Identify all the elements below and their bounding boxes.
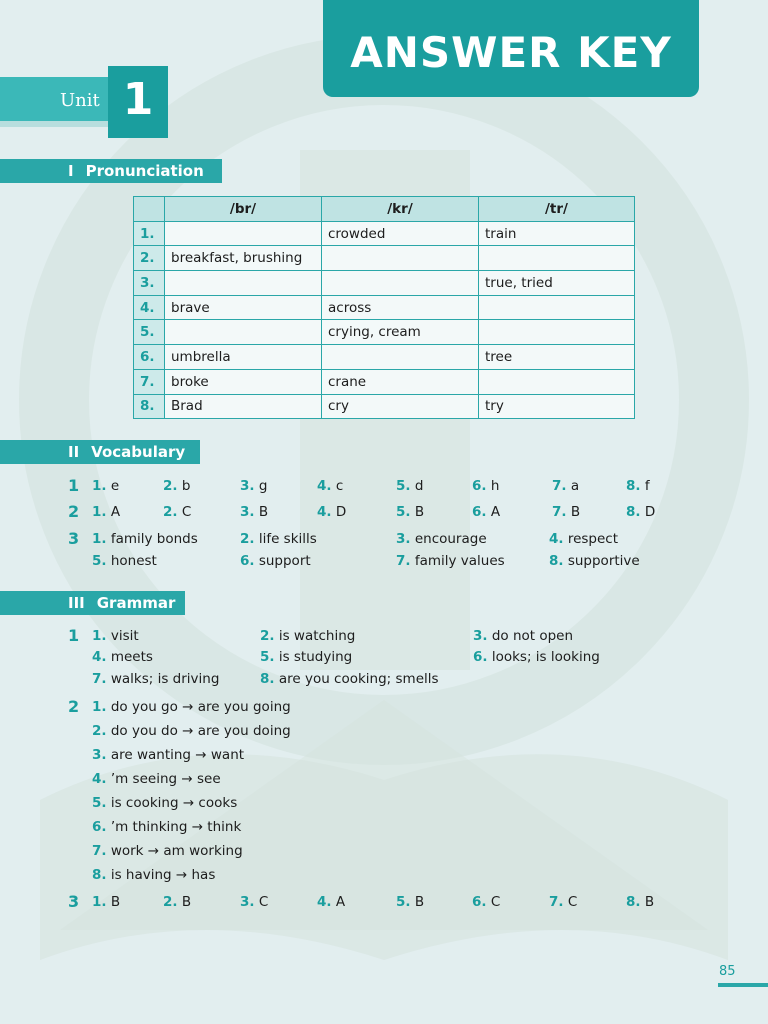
cell-br: umbrella — [165, 345, 322, 370]
cell-kr — [322, 246, 479, 271]
answer-item: 6. C — [472, 894, 501, 910]
answer-item: 3. g — [240, 478, 268, 494]
cell-br: breakfast, brushing — [165, 246, 322, 271]
cell-tr: try — [479, 394, 635, 419]
answer-item: 2. do you do → are you doing — [92, 723, 291, 739]
table-row — [134, 345, 635, 370]
table-row — [134, 295, 635, 320]
page-number-underline — [718, 983, 768, 987]
cell-kr — [322, 271, 479, 296]
answer-item: 7. a — [552, 478, 580, 494]
cell-kr: crane — [322, 369, 479, 394]
table-header-br: /br/ — [165, 197, 322, 222]
answer-item: 4. respect — [549, 531, 619, 547]
table-row — [134, 369, 635, 394]
answer-item: 5. is studying — [260, 649, 353, 665]
answer-item: 1. family bonds — [92, 531, 198, 547]
answer-item: 5. B — [396, 504, 425, 520]
answer-item: 1. A — [92, 504, 121, 520]
answer-item: 6. support — [240, 553, 311, 569]
answer-item: 7. walks; is driving — [92, 671, 220, 687]
answer-item: 4. ’m seeing → see — [92, 771, 221, 787]
table-row — [134, 271, 635, 296]
answer-item: 2. b — [163, 478, 191, 494]
table-row — [134, 320, 635, 345]
answer-item: 8. D — [626, 504, 656, 520]
answer-item: 4. c — [317, 478, 344, 494]
answer-item: 8. supportive — [549, 553, 640, 569]
answer-item: 8. B — [626, 894, 655, 910]
row-number: 3. — [134, 271, 165, 296]
table-header-tr: /tr/ — [479, 197, 635, 222]
answer-item: 3. do not open — [473, 628, 574, 644]
cell-br: broke — [165, 369, 322, 394]
row-number: 8. — [134, 394, 165, 419]
answer-item: 1. visit — [92, 628, 139, 644]
section-roman: I — [68, 162, 74, 180]
answer-item: 8. is having → has — [92, 867, 216, 883]
answer-item: 4. D — [317, 504, 347, 520]
row-number: 1. — [134, 221, 165, 246]
section-grammar-header — [0, 591, 185, 615]
row-number: 7. — [134, 369, 165, 394]
cell-tr — [479, 369, 635, 394]
answer-item: 8. f — [626, 478, 650, 494]
cell-kr: across — [322, 295, 479, 320]
answer-item: 2. C — [163, 504, 192, 520]
answer-key-banner — [323, 0, 699, 97]
cell-kr: crying, cream — [322, 320, 479, 345]
unit-label: Unit — [60, 90, 100, 111]
table-row — [134, 221, 635, 246]
page-title: ANSWER KEY — [350, 28, 672, 77]
section-title: Grammar — [96, 594, 176, 612]
answer-item: 2. B — [163, 894, 192, 910]
answer-item: 6. A — [472, 504, 501, 520]
cell-tr — [479, 320, 635, 345]
answer-item: 7. B — [552, 504, 581, 520]
cell-br: brave — [165, 295, 322, 320]
question-number: 1 — [68, 476, 80, 495]
section-pronunciation-header — [0, 159, 222, 183]
answer-item: 6. h — [472, 478, 500, 494]
answer-item: 6. looks; is looking — [473, 649, 600, 665]
cell-br — [165, 221, 322, 246]
pronunciation-table — [133, 196, 635, 419]
answer-item: 8. are you cooking; smells — [260, 671, 439, 687]
cell-tr: true, tried — [479, 271, 635, 296]
answer-item: 7. work → am working — [92, 843, 243, 859]
cell-tr — [479, 246, 635, 271]
answer-item: 3. B — [240, 504, 269, 520]
section-title: Pronunciation — [85, 162, 204, 180]
answer-item: 1. B — [92, 894, 121, 910]
section-title: Vocabulary — [91, 443, 186, 461]
table-header-blank — [134, 197, 165, 222]
answer-item: 7. C — [549, 894, 578, 910]
answer-item: 2. is watching — [260, 628, 356, 644]
row-number: 5. — [134, 320, 165, 345]
answer-item: 1. e — [92, 478, 120, 494]
cell-tr — [479, 295, 635, 320]
answer-item: 4. meets — [92, 649, 153, 665]
answer-item: 7. family values — [396, 553, 505, 569]
unit-number: 1 — [122, 74, 154, 125]
section-roman: II — [68, 443, 80, 461]
row-number: 6. — [134, 345, 165, 370]
answer-item: 6. ’m thinking → think — [92, 819, 242, 835]
section-vocabulary-header — [0, 440, 200, 464]
cell-tr: tree — [479, 345, 635, 370]
answer-item: 3. C — [240, 894, 269, 910]
answer-item: 3. are wanting → want — [92, 747, 245, 763]
question-number: 3 — [68, 892, 80, 911]
answer-item: 5. d — [396, 478, 424, 494]
cell-kr — [322, 345, 479, 370]
table-row — [134, 246, 635, 271]
cell-br: Brad — [165, 394, 322, 419]
answer-item: 4. A — [317, 894, 346, 910]
cell-kr: cry — [322, 394, 479, 419]
answer-item: 3. encourage — [396, 531, 487, 547]
row-number: 2. — [134, 246, 165, 271]
answer-item: 5. B — [396, 894, 425, 910]
question-number: 2 — [68, 697, 80, 716]
table-header-row — [134, 197, 635, 222]
answer-item: 5. is cooking → cooks — [92, 795, 238, 811]
table-row — [134, 394, 635, 419]
cell-tr: train — [479, 221, 635, 246]
cell-br — [165, 320, 322, 345]
question-number: 3 — [68, 529, 80, 548]
table-header-kr: /kr/ — [322, 197, 479, 222]
cell-kr: crowded — [322, 221, 479, 246]
question-number: 1 — [68, 626, 80, 645]
row-number: 4. — [134, 295, 165, 320]
page-number: 85 — [719, 964, 736, 979]
answer-item: 1. do you go → are you going — [92, 699, 291, 715]
cell-br — [165, 271, 322, 296]
question-number: 2 — [68, 502, 80, 521]
answer-item: 2. life skills — [240, 531, 317, 547]
section-roman: III — [68, 594, 85, 612]
answer-item: 5. honest — [92, 553, 157, 569]
unit-bar-shadow — [0, 121, 110, 127]
